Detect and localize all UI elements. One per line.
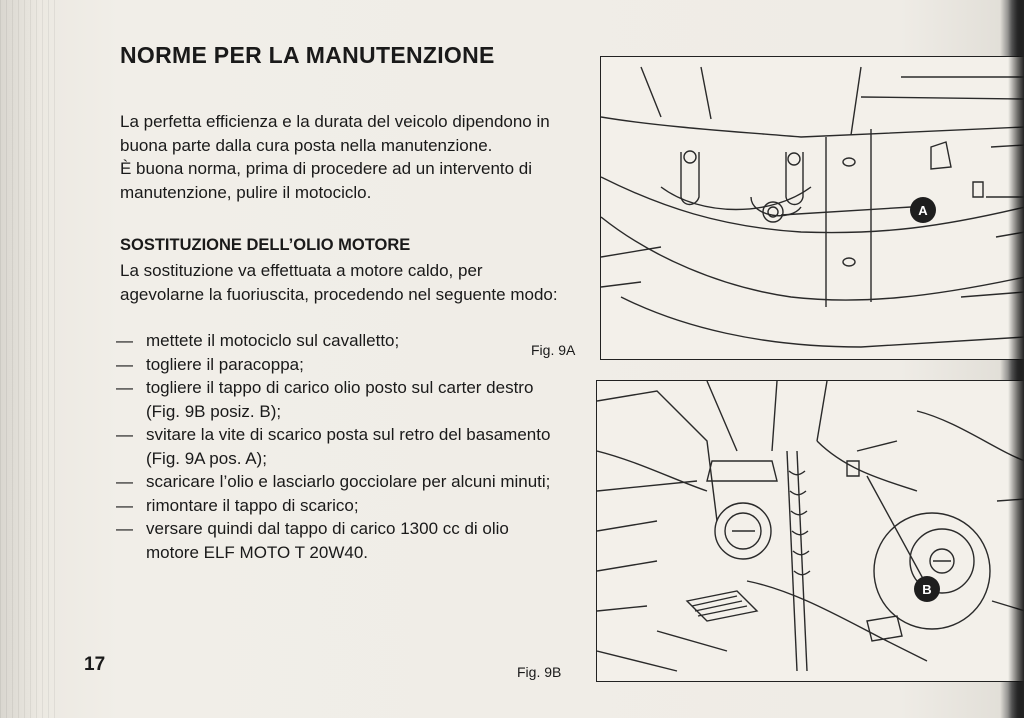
step-text: versare quindi dal tappo di carico 1300 cc di olio motore ELF MOTO T 20W40. (146, 519, 509, 562)
step-text: scaricare l’olio e lasciarlo gocciolare per alcuni minuti; (146, 472, 551, 491)
step-text: mettete il motociclo sul cavalletto; (146, 331, 400, 350)
step-text: togliere il paracoppa; (146, 354, 304, 374)
figure-9a-caption: Fig. 9A (531, 342, 576, 358)
page-number: 17 (84, 654, 106, 675)
step-text: svitare la vite di scarico posta sul retro del basamento (Fig. 9A pos. A); (146, 425, 551, 468)
list-item (116, 376, 556, 423)
engine-underside-drawing (601, 57, 1024, 359)
callout-a (910, 197, 936, 223)
step-marker: — (116, 495, 133, 515)
list-item (116, 353, 556, 377)
step-text: togliere il tappo di carico olio posto sul carter destro (Fig. 9B posiz. B); (146, 378, 534, 421)
figure-9b-illustration (596, 380, 1024, 682)
intro-block (120, 110, 560, 204)
list-item (116, 470, 556, 494)
step-marker: — (116, 472, 133, 491)
step-text: rimontare il tappo di scarico; (146, 495, 359, 515)
callout-b (914, 576, 940, 602)
page-edges (0, 0, 60, 718)
step-marker: — (116, 378, 133, 397)
intro-paragraph-2: È buona norma, prima di procedere ad un intervento di manutenzione, pulire il motociclo. (120, 159, 533, 202)
steps-list (116, 329, 556, 564)
intro-paragraph-1: La perfetta efficienza e la durata del veicolo dipendono in buona parte dalla cura posta nella manutenzione. (120, 112, 550, 155)
list-item (116, 423, 556, 470)
list-item (116, 517, 556, 564)
step-marker: — (116, 354, 133, 374)
callout-b-letter: B (922, 582, 932, 597)
step-marker: — (116, 425, 133, 444)
list-item (116, 494, 556, 518)
page-title: NORME PER LA MANUTENZIONE (120, 42, 495, 68)
section-intro: La sostituzione va effettuata a motore caldo, per agevolarne la fuoriuscita, procedendo nel seguente modo: (120, 261, 558, 304)
figure-9a-illustration (600, 56, 1024, 360)
list-item (116, 329, 556, 353)
page-binding-shadow (1008, 0, 1024, 718)
step-marker: — (116, 331, 133, 350)
engine-right-side-drawing (597, 381, 1024, 681)
section-title: SOSTITUZIONE DELL’OLIO MOTORE (120, 236, 411, 254)
figure-9b-caption: Fig. 9B (517, 664, 562, 680)
step-marker: — (116, 519, 133, 538)
callout-a-letter: A (918, 203, 928, 218)
